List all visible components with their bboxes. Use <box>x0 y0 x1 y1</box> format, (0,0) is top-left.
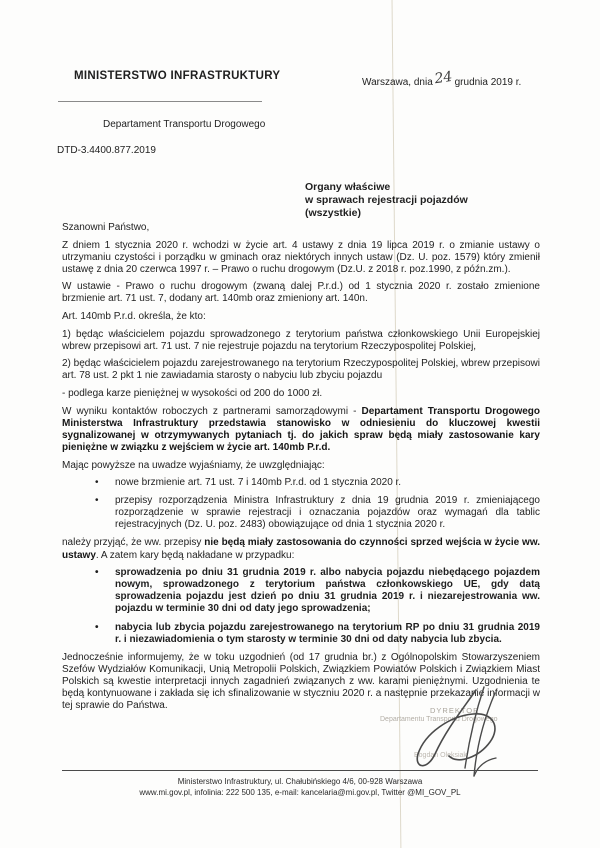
paragraph-penalty: - podlega karze pieniężnej w wysokości od 200 do 1000 zł. <box>62 388 323 400</box>
paragraph-closing: Jednocześnie informujemy, że w toku uzgodnień (od 17 grudnia br.) z Ogólnopolskim Stowarzyszeniem Szefów Wydziałów Komunikacji, Unią Metropolii Polskich, Związkiem Powiatów Polskich i Związkiem Miast Polskich są kwestie interpretacji innych zagadnień związanych z ww. karami pieniężnymi. Uzgodnienia te będą kontynuowane i zakłada się ich sfinalizowanie w styczniu 2020 r. a następnie przekazanie informacji w tej sprawie do Państwa. <box>62 651 540 712</box>
letterhead-footer <box>0 777 600 798</box>
list-item: • sprowadzenia po dniu 31 grudnia 2019 r. albo nabycia pojazdu niebędącego pojazdem nowym, sprowadzonego z terytorium państwa członkowskiego UE, gdy datą sprowadzenia pojazdu jest dzień po dniu 31 grudnia 2019 r. i niezarejestrowania ww. pojazdu w terminie 30 dni od daty jego sprowadzenia; <box>62 567 540 615</box>
position-regular: W wyniku kontaktów roboczych z partnerami samorządowymi - <box>62 405 362 417</box>
salutation: Szanowni Państwo, <box>62 222 150 233</box>
signature-block <box>372 690 562 780</box>
paragraph-position <box>62 406 540 454</box>
header-divider <box>58 101 262 102</box>
footer-divider <box>62 770 538 771</box>
stamp-director-title: DYREKTOR <box>430 706 480 715</box>
conclusion-regular: należy przyjąć, że ww. przepisy <box>62 537 205 549</box>
paragraph-intro-law: Z dniem 1 stycznia 2020 r. wchodzi w życie art. 4 ustawy z dnia 19 lipca 2019 r. o zmianie ustawy o utrzymaniu czystości i porządku w gminach oraz niektórych innych ustaw (Dz. U. poz. 1579) który zmienił ustawę z dnia 20 czerwca 1997 r. – Prawo o ruchu drogowym (Dz.U. z 2018 r. poz.1990, z późn.zm.). <box>62 239 540 275</box>
addressee-line: Organy właściwe <box>305 181 391 193</box>
bullet-list-provisions <box>62 477 540 531</box>
paragraph-art140mb: Art. 140mb P.r.d. określa, że kto: <box>62 311 206 323</box>
handwritten-day: 24 <box>433 68 454 88</box>
addressee-line: w sprawach rejestracji pojazdów <box>305 194 468 206</box>
ministry-name: MINISTERSTWO INFRASTRUKTURY <box>74 70 281 82</box>
conclusion-bold: nie będą miały zastosowania do czynności sprzed wejścia w życie ww. ustawy <box>62 537 541 561</box>
date-line <box>362 68 562 89</box>
addressee-line: (wszystkie) <box>305 207 362 219</box>
paragraph-considering: Mając powyższe na uwadze wyjaśniamy, że uwzględniając: <box>62 459 325 471</box>
list-item: • nabycia lub zbycia pojazdu zarejestrowanego na terytorium RP po dniu 31 grudnia 2019 r. i niezawiadomienia o tym starosty w terminie 30 dni od daty nabycia lub zbycia. <box>62 622 540 646</box>
stamp-department: Departamentu Transportu Drogowego <box>380 716 498 723</box>
handwritten-signature-icon <box>404 686 524 778</box>
paragraph-point-2: 2) będąc właścicielem pojazdu zarejestrowanego na terytorium Rzeczypospolitej Polskiej, wbrew przepisowi art. 78 ust. 2 pkt 1 nie zawiadamia starosty o nabyciu lub zbyciu pojazdu <box>62 358 540 382</box>
bullet-list-penalty-cases <box>62 567 540 646</box>
paragraph-prd-changes: W ustawie - Prawo o ruchu drogowym (zwaną dalej P.r.d.) od 1 stycznia 2020 r. zostało zmienione brzmienie art. 71 ust. 7, dodany art. 140mb oraz zmieniony art. 140n. <box>62 281 540 305</box>
department-name: Departament Transportu Drogowego <box>103 119 266 130</box>
letter-body <box>62 222 540 718</box>
paragraph-conclusion <box>62 537 540 561</box>
paragraph-point-1: 1) będąc właścicielem pojazdu sprowadzonego z terytorium państwa członkowskiego Unii Europejskiej wbrew przepisowi art. 71 ust. 7 nie rejestruje pojazdu na terytorium Rzeczypospolitej Polskiej, <box>62 328 540 352</box>
footer-address: Ministerstwo Infrastruktury, ul. Chałubińskiego 4/6, 00-928 Warszawa <box>177 777 423 786</box>
addressee-block <box>305 181 468 220</box>
date-suffix: grudnia 2019 r. <box>454 77 522 88</box>
list-item: • nowe brzmienie art. 71 ust. 7 i 140mb P.r.d. od 1 stycznia 2020 r. <box>62 477 540 489</box>
date-prefix: Warszawa, dnia <box>362 77 433 88</box>
conclusion-regular-post: . A zatem kary będą nakładane w przypadku: <box>95 549 295 561</box>
footer-contact: www.mi.gov.pl, infolinia: 222 500 135, e-mail: kancelaria@mi.gov.pl, Twitter @MI_GOV_PL <box>139 787 461 797</box>
position-bold: Departament Transportu Drogowego Ministerstwa Infrastruktury przedstawia stanowisko w odniesieniu do kluczowej kwestii sygnalizowanej w otrzymywanych pytaniach tj. do jakich spraw będą miały zastosowanie kary pieniężne w związku z wejściem w życie art. 140mb P.r.d. <box>62 405 540 453</box>
stamp-signer-name: Bogdan Oleksiak <box>414 752 467 759</box>
reference-number: DTD-3.4400.877.2019 <box>57 145 156 156</box>
list-item: • przepisy rozporządzenia Ministra Infrastruktury z dnia 19 grudnia 2019 r. zmieniającego rozporządzenie w sprawie rejestracji i oznaczania pojazdów oraz wymagań dla tablic rejestracyjnych (Dz. U. poz. 2483) obowiązujące od dnia 1 stycznia 2020 r. <box>62 495 540 531</box>
